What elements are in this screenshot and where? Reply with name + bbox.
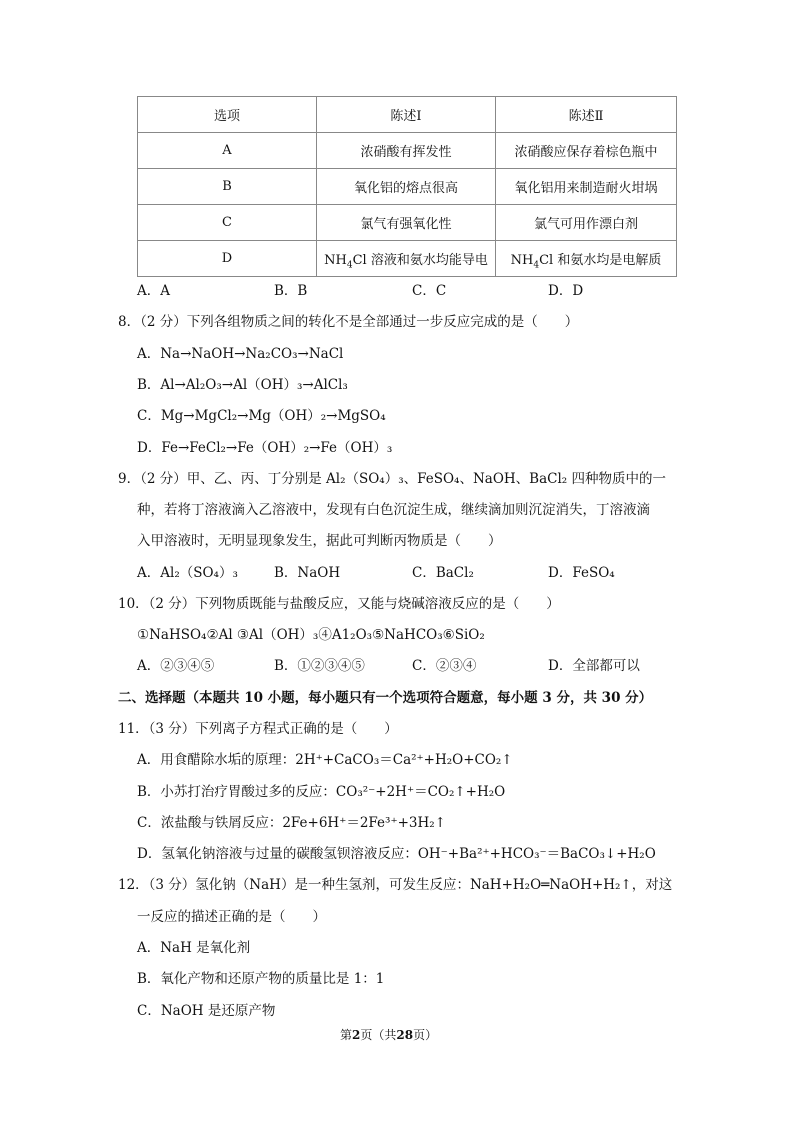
q10-option-b: B．①②③④⑤: [274, 658, 365, 674]
formula-text: NH: [510, 253, 534, 268]
table-row: [138, 205, 677, 241]
q12-option-a: A．NaH 是氧化剂: [137, 940, 251, 956]
q10-option-d: D．全部都可以: [548, 658, 640, 674]
q8-option-d: D．Fe→FeCl₂→Fe（OH）₂→Fe（OH）₃: [137, 440, 393, 456]
q7-choice-b: B．B: [274, 283, 308, 299]
section-heading: 二、选择题（本题共 10 小题，每小题只有一个选项符合题意，每小题 3 分，共 30 分）: [118, 690, 653, 706]
q9-line-2: 种，若将丁溶液滴入乙溶液中，发现有白色沉淀生成，继续滴加则沉淀消失，丁溶液滴: [137, 502, 650, 518]
q9-option-c: C．BaCl₂: [412, 565, 474, 581]
page-footer: [340, 1026, 437, 1043]
q11-option-a: A．用食醋除水垢的原理：2H⁺+CaCO₃＝Ca²⁺+H₂O+CO₂↑: [137, 752, 513, 768]
q9-line-1: 9．（2 分）甲、乙、丙、丁分别是 Al₂（SO₄）₃、FeSO₄、NaOH、BaCl₂ 四种物质中的一: [118, 471, 666, 487]
q7-choice-d: D．D: [548, 283, 584, 299]
q10-option-c: C．②③④: [412, 658, 477, 674]
formula-text: Cl 溶液和氨水均能导电: [352, 253, 488, 268]
table-cell: [496, 241, 677, 277]
q10-option-a: A．②③④⑤: [137, 658, 215, 674]
q12-line-2: 一反应的描述正确的是（ ）: [137, 909, 326, 925]
q7-choice-a: A．A: [137, 283, 170, 299]
table-cell: A: [138, 133, 317, 169]
comparison-table: [137, 96, 677, 277]
q11-option-d: D．氢氧化钠溶液与过量的碳酸氢钡溶液反应：OH⁻+Ba²⁺+HCO₃⁻＝BaCO₃↓+H₂O: [137, 846, 656, 862]
q11-option-c: C．浓盐酸与铁屑反应：2Fe+6H⁺＝2Fe³⁺+3H₂↑: [137, 815, 446, 831]
q12-option-b: B．氧化产物和还原产物的质量比是 1：1: [137, 971, 385, 987]
table-cell: 氧化铝用来制造耐火坩埚: [496, 169, 677, 205]
subscript: 4: [533, 260, 540, 271]
q11-stem: 11．（3 分）下列离子方程式正确的是（ ）: [118, 721, 398, 737]
formula-text: NH: [324, 253, 347, 268]
subscript: 4: [346, 260, 353, 271]
table-header-row: [138, 97, 677, 133]
footer-text: 第: [340, 1028, 353, 1042]
q9-line-3: 入甲溶液时，无明显现象发生，据此可判断丙物质是（ ）: [137, 533, 502, 549]
table-row: [138, 133, 677, 169]
table-header-cell: 选项: [138, 97, 317, 133]
q12-option-c: C．NaOH 是还原产物: [137, 1003, 276, 1019]
table-cell: B: [138, 169, 317, 205]
q10-items: ①NaHSO₄②Al ③Al（OH）₃④A1₂O₃⑤NaHCO₃⑥SiO₂: [137, 627, 485, 643]
total-pages: 28: [396, 1028, 414, 1042]
table-row: [138, 241, 677, 277]
formula-text: Cl 和氨水均是电解质: [539, 253, 662, 268]
table-cell: 浓硝酸有挥发性: [317, 133, 496, 169]
q8-stem: 8．（2 分）下列各组物质之间的转化不是全部通过一步反应完成的是（ ）: [118, 314, 579, 330]
q12-line-1: 12．（3 分）氢化钠（NaH）是一种生氢剂，可发生反应：NaH+H₂O═NaOH+H₂↑，对这: [118, 877, 673, 893]
page-number: 2: [352, 1028, 361, 1042]
table-cell: 氧化铝的熔点很高: [317, 169, 496, 205]
table-header-cell: 陈述Ⅰ: [317, 97, 496, 133]
table-cell: 氯气有强氧化性: [317, 205, 496, 241]
table-cell: [317, 241, 496, 277]
q9-option-b: B．NaOH: [274, 565, 341, 581]
q9-option-d: D．FeSO₄: [548, 565, 615, 581]
q10-stem: 10．（2 分）下列物质既能与盐酸反应，又能与烧碱溶液反应的是（ ）: [118, 596, 560, 612]
q11-option-b: B．小苏打治疗胃酸过多的反应：CO₃²⁻+2H⁺＝CO₂↑+H₂O: [137, 784, 506, 800]
q8-option-c: C．Mg→MgCl₂→Mg（OH）₂→MgSO₄: [137, 408, 386, 424]
table-cell: D: [138, 241, 317, 277]
q8-option-a: A．Na→NaOH→Na₂CO₃→NaCl: [137, 346, 344, 362]
footer-text: 页）: [413, 1028, 438, 1042]
table-header-cell: 陈述Ⅱ: [496, 97, 677, 133]
q9-option-a: A．Al₂（SO₄）₃: [137, 565, 238, 581]
table-cell: 浓硝酸应保存着棕色瓶中: [496, 133, 677, 169]
footer-text: 页（共: [360, 1028, 397, 1042]
table-cell: C: [138, 205, 317, 241]
q8-option-b: B．Al→Al₂O₃→Al（OH）₃→AlCl₃: [137, 377, 348, 393]
table-row: [138, 169, 677, 205]
table-cell: 氯气可用作漂白剂: [496, 205, 677, 241]
q7-choice-c: C．C: [412, 283, 447, 299]
